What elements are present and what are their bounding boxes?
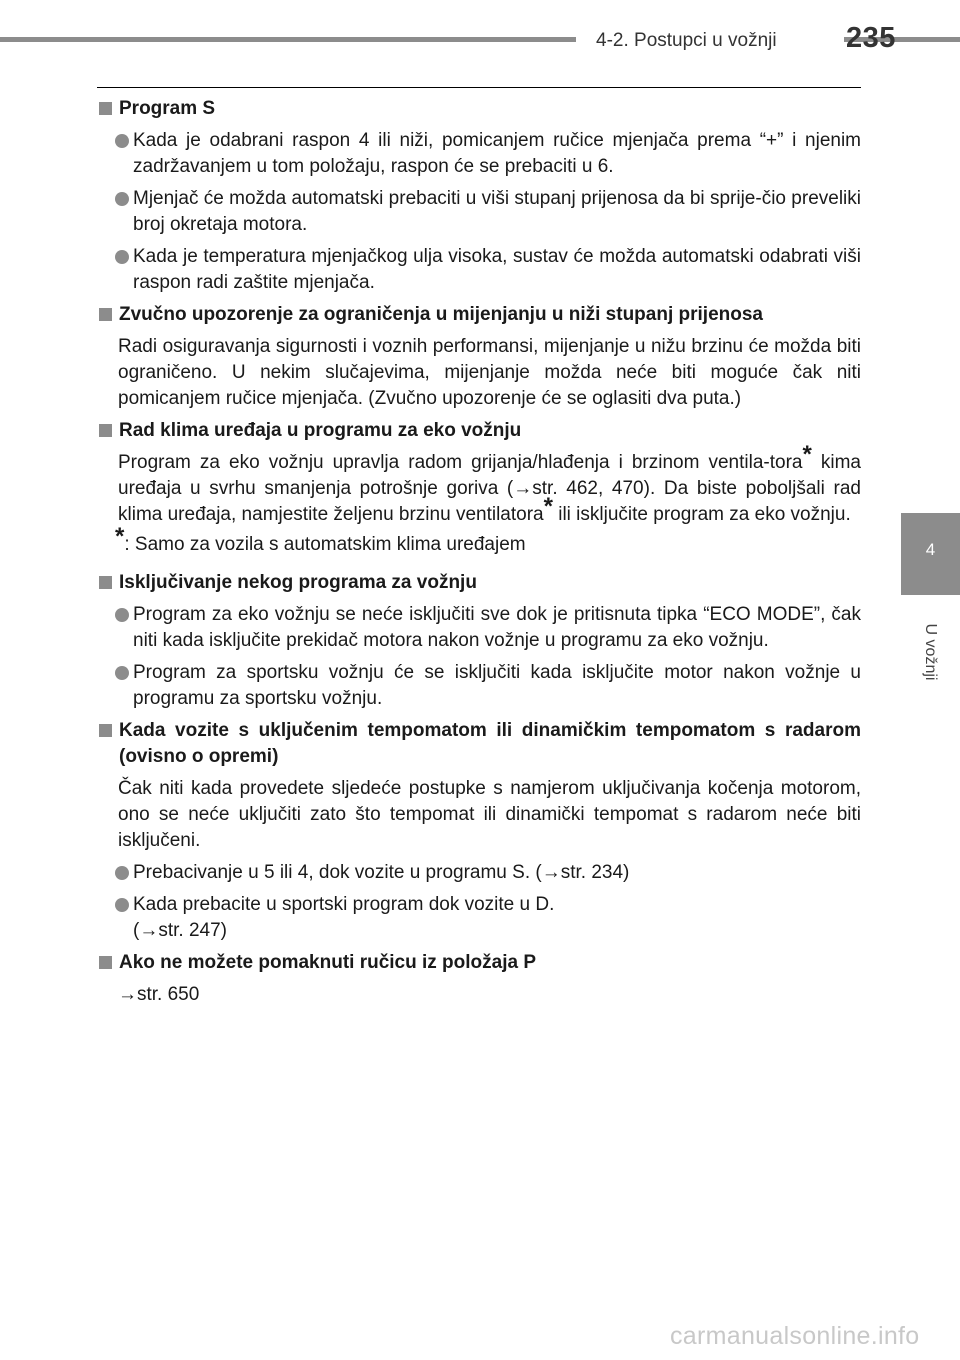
circle-bullet-icon <box>115 866 129 880</box>
list-item: Mjenjač će možda automatski prebaciti u viši stupanj prijenosa da bi sprije-čio preveliki broj okretaja motora. <box>115 186 861 238</box>
square-bullet-icon <box>99 308 112 321</box>
section-shift-lock <box>97 950 861 1008</box>
circle-bullet-icon <box>115 898 129 912</box>
section-downshift-warning <box>97 302 861 412</box>
list-item: Kada je temperatura mjenjačkog ulja visoka, sustav će možda automatski odabrati viši raspon radi zaštite mjenjača. <box>115 244 861 296</box>
section-cruise-control <box>97 718 861 944</box>
list-item: Kada prebacite u sportski program dok vozite u D. (→str. 247) <box>115 892 861 944</box>
square-bullet-icon <box>99 576 112 589</box>
circle-bullet-icon <box>115 192 129 206</box>
section-program-s <box>97 96 861 296</box>
circle-bullet-icon <box>115 666 129 680</box>
square-bullet-icon <box>99 956 112 969</box>
page-content <box>97 96 861 1014</box>
section-heading: Isključivanje nekog programa za vožnju <box>97 570 861 596</box>
footnote-star: * <box>543 493 553 520</box>
chapter-tab <box>901 513 960 595</box>
list-item: Program za sportsku vožnju će se isključiti kada isključite motor nakon vožnje u programu za sportsku vožnju. <box>115 660 861 712</box>
square-bullet-icon <box>99 724 112 737</box>
chapter-tab-label: U vožnji <box>922 623 939 681</box>
content-top-rule <box>97 87 861 88</box>
section-heading: Program S <box>97 96 861 122</box>
section-disable-program <box>97 570 861 712</box>
footnote: *: Samo za vozila s automatskim klima uređajem <box>115 523 526 555</box>
circle-bullet-icon <box>115 134 129 148</box>
section-heading: Ako ne možete pomaknuti ručicu iz položaja P <box>97 950 861 976</box>
paragraph: Radi osiguravanja sigurnosti i voznih performansi, mijenjanje u nižu brzinu će možda biti ograničeno. U nekim slučajevima, mijenjanje možda neće biti moguće čak niti pomicanjem ručice mjenjača. (Zvučno upozorenje će se oglasiti dva puta.) <box>118 336 861 409</box>
page-number: 235 <box>846 22 896 54</box>
square-bullet-icon <box>99 102 112 115</box>
square-bullet-icon <box>99 424 112 437</box>
list-item: Program za eko vožnju se neće isključiti sve dok je pritisnuta tipka “ECO MODE”, čak niti kada isključite prekidač motora nakon vožnje u programu za eko vožnju. <box>115 602 861 654</box>
header-rule <box>0 37 960 42</box>
list-item: Prebacivanje u 5 ili 4, dok vozite u programu S. (→str. 234) <box>115 860 861 886</box>
page-header <box>0 0 960 70</box>
page-reference: →str. 650 <box>118 984 200 1005</box>
chapter-tab-number: 4 <box>925 540 936 559</box>
section-eco-climate <box>97 418 861 558</box>
watermark: carmanualsonline.info <box>670 1322 920 1350</box>
circle-bullet-icon <box>115 250 129 264</box>
paragraph: Čak niti kada provedete sljedeće postupke s namjerom uključivanja kočenja motorom, ono se neće uključiti zato što tempomat ili dinamički tempomat s radarom neće biti isključeni. <box>118 778 861 851</box>
section-heading: Zvučno upozorenje za ograničenja u mijenjanju u niži stupanj prijenosa <box>97 302 861 328</box>
footnote-star: * <box>802 441 812 468</box>
section-heading: Kada vozite s uključenim tempomatom ili dinamičkim tempomatom s radarom (ovisno o opremi) <box>97 718 861 770</box>
chapter-title: 4-2. Postupci u vožnji <box>596 30 777 51</box>
section-heading: Rad klima uređaja u programu za eko vožnju <box>97 418 861 444</box>
circle-bullet-icon <box>115 608 129 622</box>
paragraph: Program za eko vožnju upravlja radom grijanja/hlađenja i brzinom ventila-tora* kima uređaja u svrhu smanjenja potrošnje goriva (→str. 462, 470). Da biste poboljšali rad klima uređaja, namjestite željenu brzinu ventilatora* ili isključite program za eko vožnju. <box>118 441 861 525</box>
list-item: Kada je odabrani raspon 4 ili niži, pomicanjem ručice mjenjača prema “+” i njenim zadržavanjem u tom položaju, raspon će se prebaciti u 6. <box>115 128 861 180</box>
